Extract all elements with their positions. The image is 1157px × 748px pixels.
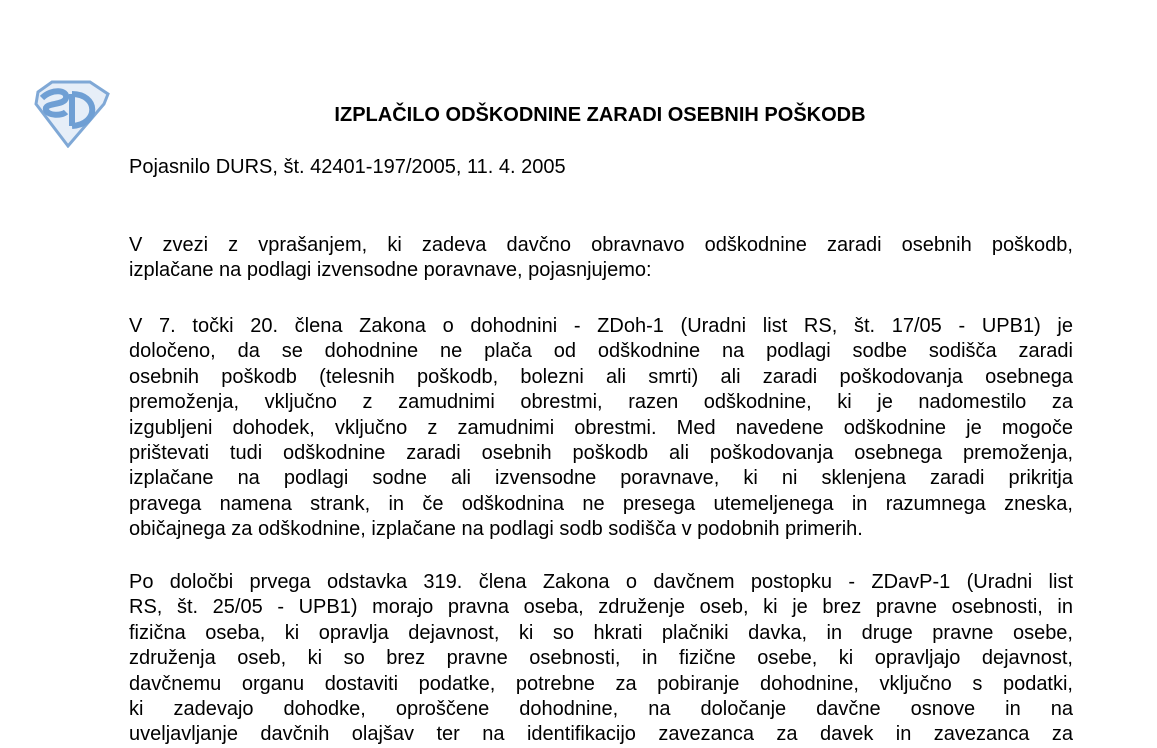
text-line: davčnemu organu dostaviti podatke, potrebne za pobiranje dohodnine, vključno s podatki, xyxy=(129,672,1073,695)
text-line: izgubljeni dohodek, vključno z zamudnimi obrestmi. Med navedene odškodnine je mogoče xyxy=(129,416,1073,439)
text-line: pravega namena strank, in če odškodnina ne presega utemeljenega in razumnega zneska, xyxy=(129,492,1073,515)
text-line: fizična oseba, ki opravlja dejavnost, ki so hkrati plačniki davka, in druge pravne osebe, xyxy=(129,621,1073,644)
text-line: RS, št. 25/05 - UPB1) morajo pravna oseba, združenje oseb, ki je brez pravne osebnosti, in xyxy=(129,596,1073,619)
paragraph-1 xyxy=(129,233,1073,284)
text-line: prištevati tudi odškodnine zaradi osebnih poškodb ali poškodovanja osebnega premoženja, xyxy=(129,441,1073,464)
text-line: združenja oseb, ki so brez pravne osebnosti, in fizične osebe, ki opravljajo dejavnost, xyxy=(129,647,1073,670)
text-line: premoženja, vključno z zamudnimi obrestmi, razen odškodnine, ki je nadomestilo za xyxy=(129,391,1073,414)
text-line: ki zadevajo dohodke, oproščene dohodnine, na določanje davčne osnove in na xyxy=(129,697,1073,720)
document-subtitle: Pojasnilo DURS, št. 42401-197/2005, 11. 4. 2005 xyxy=(129,156,566,178)
text-line: izplačane na podlagi sodne ali izvensodne poravnave, ki ni sklenjena zaradi prikritja xyxy=(129,467,1073,490)
text-line: Po določbi prvega odstavka 319. člena Zakona o davčnem postopku - ZDavP-1 (Uradni list xyxy=(129,571,1073,593)
document-title: IZPLAČILO ODŠKODNINE ZARADI OSEBNIH POŠKODB xyxy=(334,104,866,126)
text-line: izplačane na podlagi izvensodne poravnave, pojasnjujemo: xyxy=(129,259,652,282)
paragraph-3 xyxy=(129,570,1073,748)
text-line: običajnega za odškodnine, izplačane na podlagi sodb sodišča v podobnih primerih. xyxy=(129,518,863,541)
text-line: uveljavljanje davčnih olajšav ter na identifikacijo zavezanca za davek in zavezanca za xyxy=(129,723,1073,746)
paragraph-2 xyxy=(129,314,1073,543)
text-line: V 7. točki 20. člena Zakona o dohodnini - ZDoh-1 (Uradni list RS, št. 17/05 - UPB1) je xyxy=(129,315,1073,337)
text-line: V zvezi z vprašanjem, ki zadeva davčno obravnavo odškodnine zaradi osebnih poškodb, xyxy=(129,234,1073,256)
text-line: določeno, da se dohodnine ne plača od odškodnine na podlagi sodbe sodišča zaradi xyxy=(129,340,1073,363)
text-line: osebnih poškodb (telesnih poškodb, bolezni ali smrti) ali zaradi poškodovanja osebnega xyxy=(129,365,1073,388)
